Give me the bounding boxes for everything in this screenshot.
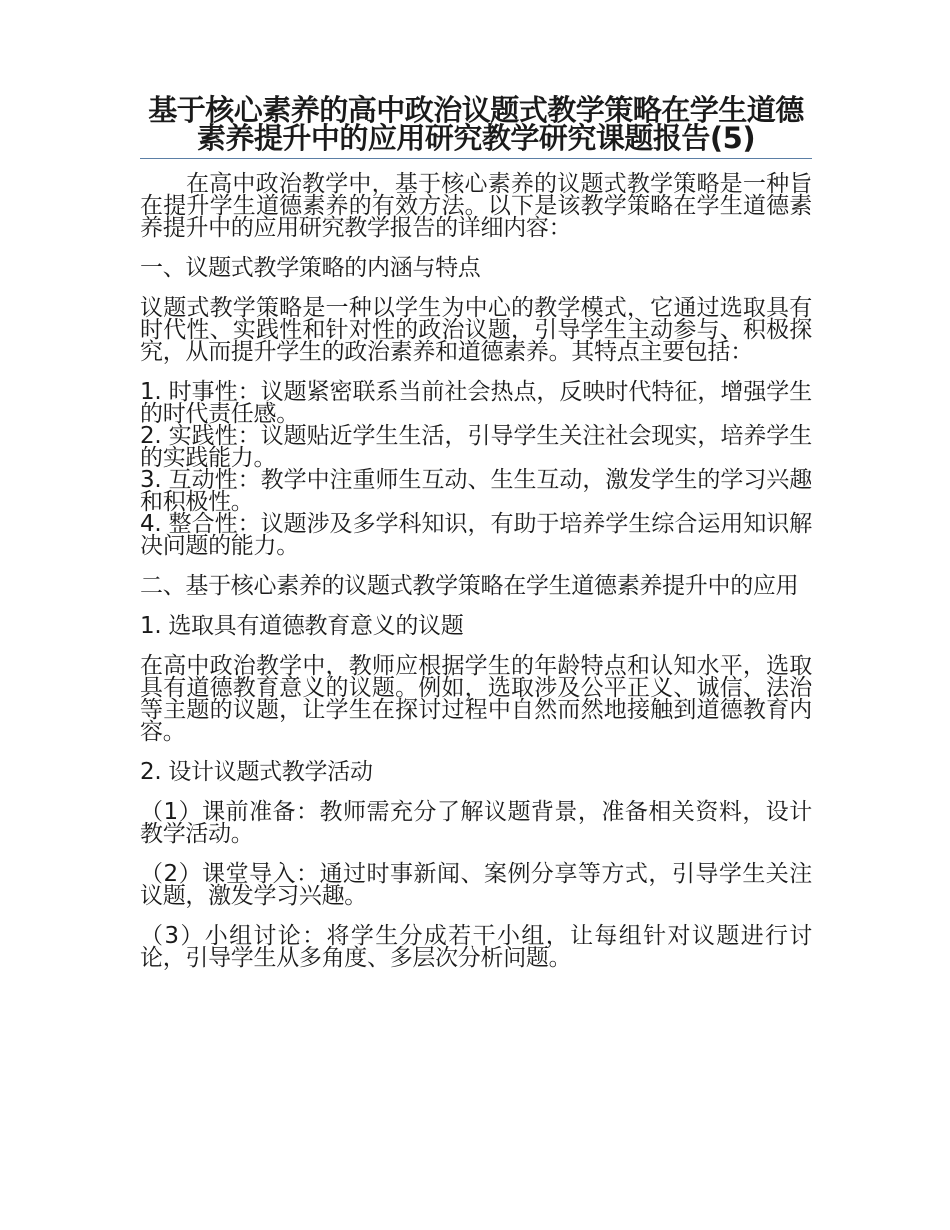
list-item: 2. 实践性：议题贴近学生生活，引导学生关注社会现实，培养学生的实践能力。 xyxy=(140,423,812,471)
section2-heading: 二、基于核心素养的议题式教学策略在学生道德素养提升中的应用 xyxy=(140,573,799,599)
section1-body: 议题式教学策略是一种以学生为中心的教学模式，它通过选取具有时代性、实践性和针对性的政治议题，引导学生主动参与、积极探究，从而提升学生的政治素养和道德素养。其特点主要包括： xyxy=(140,295,812,365)
subsection2-heading: 2. 设计议题式教学活动 xyxy=(140,759,373,785)
list-item: （3）小组讨论：将学生分成若干小组，让每组针对议题进行讨论，引导学生从多角度、多层次分析问题。 xyxy=(140,923,812,971)
title-divider xyxy=(140,158,812,159)
document-page xyxy=(140,93,812,971)
section1-heading: 一、议题式教学策略的内涵与特点 xyxy=(140,255,481,281)
list-item: （1）课前准备：教师需充分了解议题背景，准备相关资料，设计教学活动。 xyxy=(140,799,812,847)
document-title: 基于核心素养的高中政治议题式教学策略在学生道德素养提升中的应用研究教学研究课题报告(5) xyxy=(148,93,804,155)
list-item: 3. 互动性：教学中注重师生互动、生生互动，激发学生的学习兴趣和积极性。 xyxy=(140,467,812,515)
feature-list xyxy=(140,381,812,557)
list-item: 1. 时事性：议题紧密联系当前社会热点，反映时代特征，增强学生的时代责任感。 xyxy=(140,379,812,427)
list-item: 4. 整合性：议题涉及多学科知识，有助于培养学生综合运用知识解决问题的能力。 xyxy=(140,511,812,559)
subsection1-body: 在高中政治教学中，教师应根据学生的年龄特点和认知水平，选取具有道德教育意义的议题。例如，选取涉及公平正义、诚信、法治等主题的议题，让学生在探讨过程中自然而然地接触到道德教育内容。 xyxy=(140,653,812,745)
subsection1-heading: 1. 选取具有道德教育意义的议题 xyxy=(140,613,464,639)
intro-paragraph: 在高中政治教学中，基于核心素养的议题式教学策略是一种旨在提升学生道德素养的有效方法。以下是该教学策略在学生道德素养提升中的应用研究教学报告的详细内容： xyxy=(140,171,812,241)
list-item: （2）课堂导入：通过时事新闻、案例分享等方式，引导学生关注议题，激发学习兴趣。 xyxy=(140,861,812,909)
